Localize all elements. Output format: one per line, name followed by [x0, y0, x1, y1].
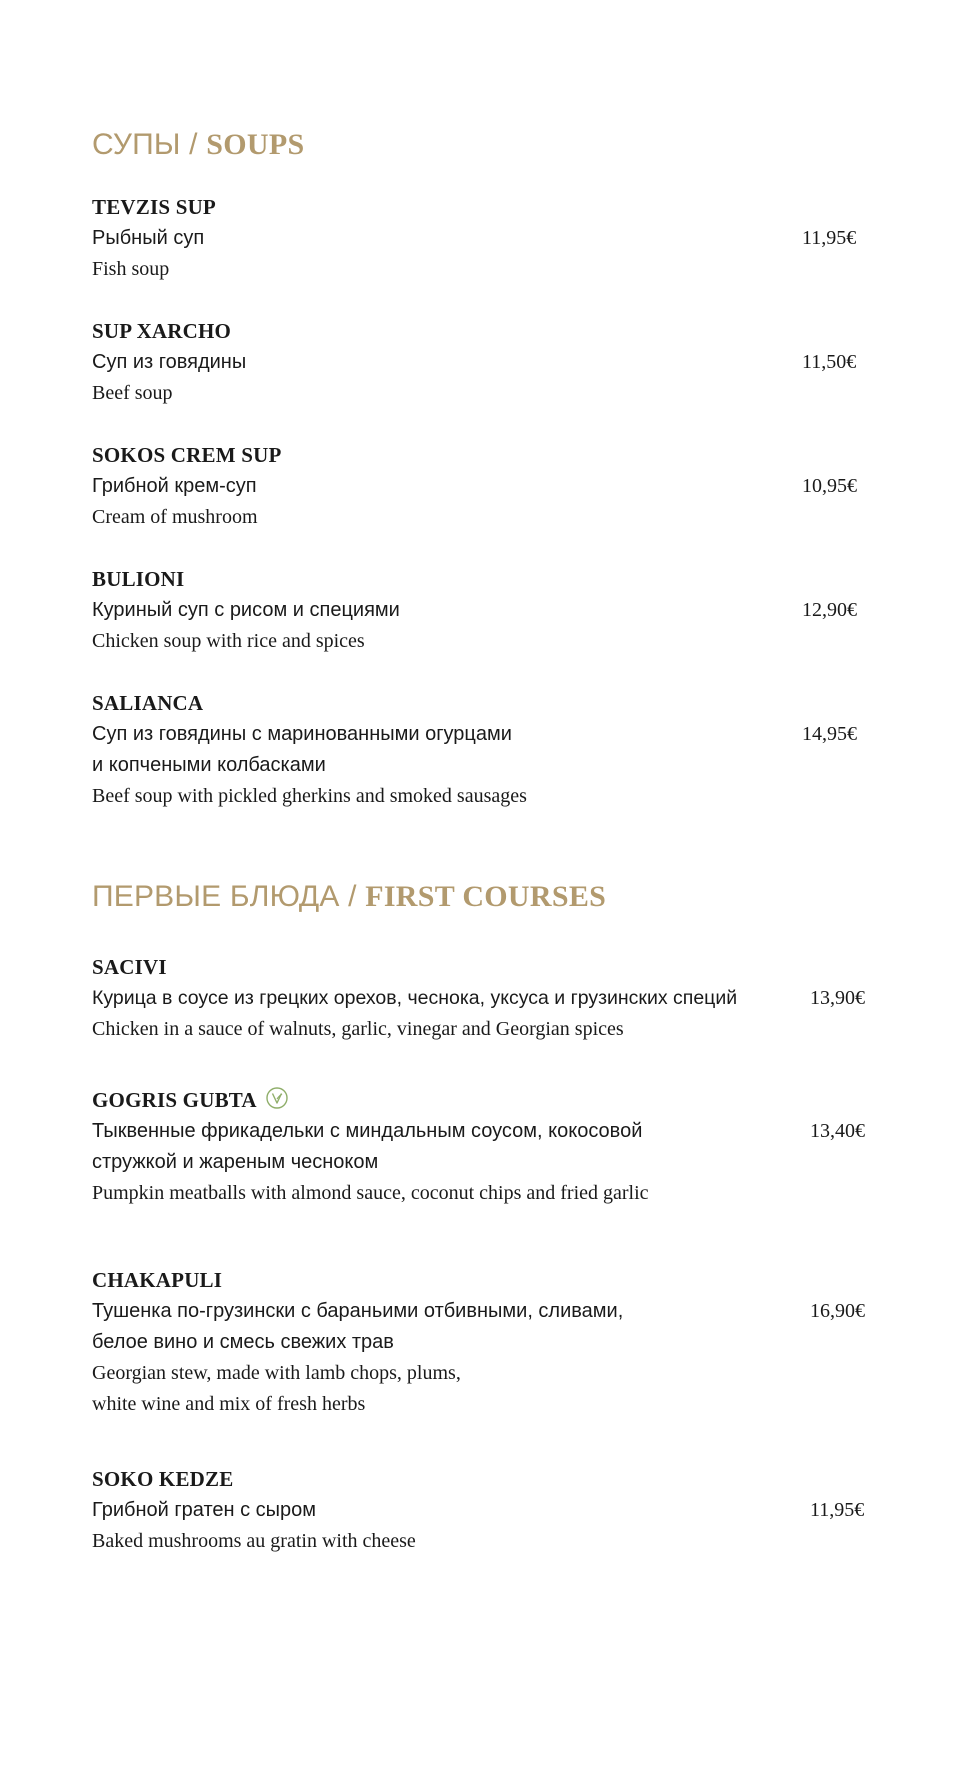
dish-description-ru: Рыбный суп: [92, 227, 205, 249]
dish-description-ru: белое вино и смесь свежих трав: [92, 1331, 394, 1353]
section-title-en: FIRST COURSES: [365, 880, 607, 913]
dish-name: SOKO KEDZE: [92, 1467, 234, 1491]
dish-description-en: Chicken soup with rice and spices: [92, 630, 365, 652]
vegetarian-leaf-icon: [265, 1086, 289, 1119]
dish-description-ru: Тыквенные фрикадельки с миндальным соусом, кокосовой: [92, 1120, 643, 1142]
dish-description-ru: Курица в соусе из грецких орехов, чеснока, уксуса и грузинских специй: [92, 987, 738, 1009]
menu-item-bulioni: [92, 564, 892, 657]
menu-item-sacivi: [92, 952, 892, 1045]
dish-description-ru: Суп из говядины: [92, 351, 247, 373]
dish-name: SUP XARCHO: [92, 319, 232, 343]
section-title-ru: ПЕРВЫЕ БЛЮДА /: [92, 880, 366, 913]
menu-item-sokos-crem-sup: [92, 440, 892, 533]
dish-price: 11,50€: [802, 351, 857, 373]
section-title-ru: СУПЫ /: [92, 128, 207, 161]
menu-item-gogris-gubta: [92, 1085, 892, 1209]
dish-price: 11,95€: [802, 227, 857, 249]
dish-description-en: Pumpkin meatballs with almond sauce, coconut chips and fried garlic: [92, 1182, 649, 1204]
dish-description-en: Cream of mushroom: [92, 506, 258, 528]
dish-description-en: white wine and mix of fresh herbs: [92, 1393, 366, 1415]
menu-item-soko-kedze: [92, 1464, 892, 1557]
dish-name: TEVZIS SUP: [92, 195, 216, 219]
dish-price: 14,95€: [802, 723, 857, 745]
dish-name: SOKOS CREM SUP: [92, 443, 282, 467]
dish-price: 13,90€: [810, 987, 865, 1009]
dish-description-en: Chicken in a sauce of walnuts, garlic, vinegar and Georgian spices: [92, 1018, 624, 1040]
section-title-soups: [92, 128, 304, 162]
dish-description-ru: Грибной крем-суп: [92, 475, 257, 497]
dish-price: 11,95€: [810, 1499, 865, 1521]
dish-price: 16,90€: [810, 1300, 865, 1322]
dish-name: SALIANCA: [92, 691, 204, 715]
section-title-en: SOUPS: [206, 128, 305, 161]
dish-price: 12,90€: [802, 599, 857, 621]
menu-item-salianca: [92, 688, 892, 812]
dish-description-ru: Куриный суп с рисом и специями: [92, 599, 400, 621]
dish-description-ru: стружкой и жареным чесноком: [92, 1151, 379, 1173]
dish-description-en: Georgian stew, made with lamb chops, plums,: [92, 1362, 461, 1384]
dish-name: CHAKAPULI: [92, 1268, 223, 1292]
dish-description-en: Beef soup: [92, 382, 173, 404]
dish-description-ru: и копчеными колбасками: [92, 754, 326, 776]
dish-name: GOGRIS GUBTA: [92, 1088, 257, 1112]
menu-item-tevzis-sup: [92, 192, 892, 285]
dish-description-ru: Тушенка по-грузински с бараньими отбивными, сливами,: [92, 1300, 624, 1322]
dish-name: BULIONI: [92, 567, 185, 591]
menu-item-sup-xarcho: [92, 316, 892, 409]
dish-description-en: Beef soup with pickled gherkins and smoked sausages: [92, 785, 527, 807]
section-title-first-courses: [92, 880, 606, 914]
dish-description-ru: Грибной гратен с сыром: [92, 1499, 317, 1521]
dish-price: 10,95€: [802, 475, 857, 497]
dish-description-en: Fish soup: [92, 258, 170, 280]
dish-description-en: Baked mushrooms au gratin with cheese: [92, 1530, 416, 1552]
dish-description-ru: Суп из говядины с маринованными огурцами: [92, 723, 512, 745]
menu-item-chakapuli: [92, 1265, 892, 1420]
dish-name-row: [92, 1085, 892, 1116]
dish-price: 13,40€: [810, 1120, 865, 1142]
dish-name: SACIVI: [92, 955, 167, 979]
